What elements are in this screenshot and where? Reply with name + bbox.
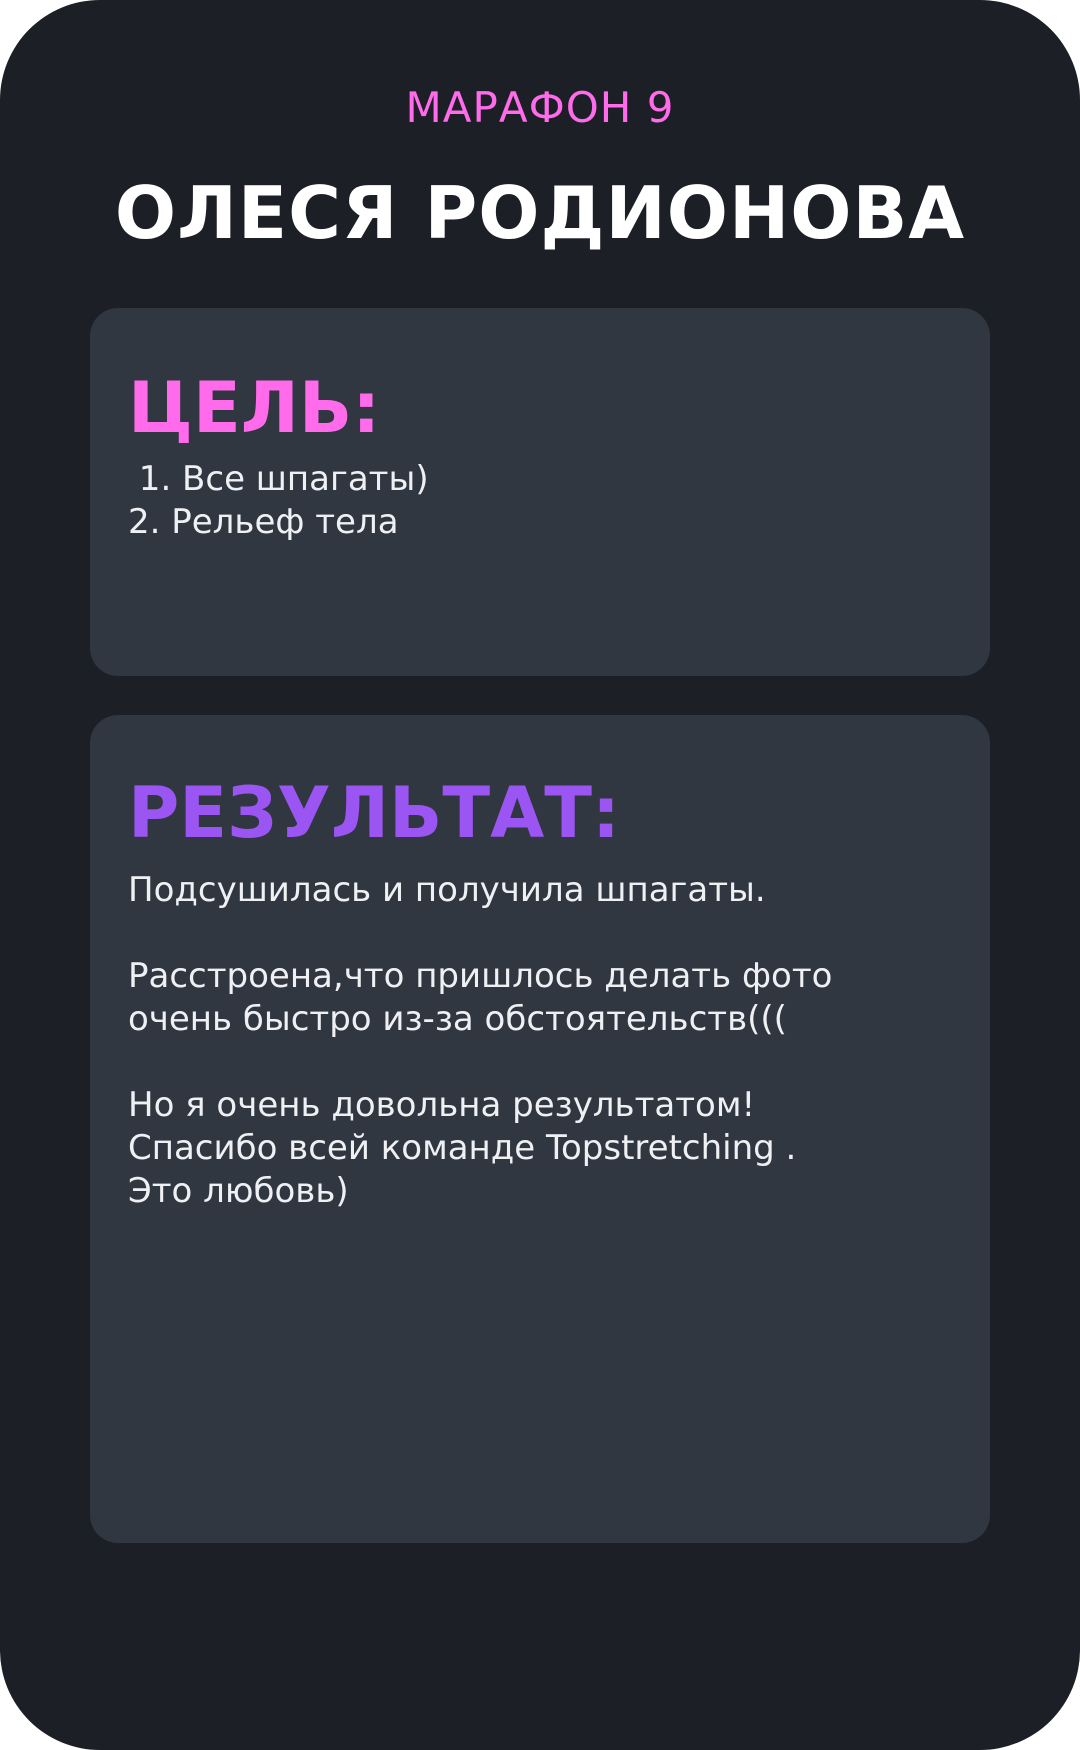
goal-list xyxy=(128,458,429,544)
result-line: Это любовь) xyxy=(128,1171,349,1211)
result-line: Расстроена,что пришлось делать фото xyxy=(128,956,833,996)
marathon-label: МАРАФОН 9 xyxy=(405,83,675,132)
goal-panel xyxy=(90,308,990,676)
result-line-blank xyxy=(128,912,968,955)
goal-item: 2. Рельеф тела xyxy=(128,502,399,542)
result-text xyxy=(128,869,968,1213)
result-line: очень быстро из-за обстоятельств((( xyxy=(128,999,787,1039)
result-line: Спасибо всей команде Topstretching . xyxy=(128,1128,797,1168)
result-line: Но я очень довольна результатом! xyxy=(128,1085,756,1125)
result-line: Подсушилась и получила шпагаты. xyxy=(128,870,766,910)
goal-item: 1. Все шпагаты) xyxy=(128,459,429,499)
goal-heading: ЦЕЛЬ: xyxy=(128,367,381,449)
result-panel xyxy=(90,715,990,1543)
result-line-blank xyxy=(128,1041,968,1084)
participant-name: ОЛЕСЯ РОДИОНОВА xyxy=(114,171,966,255)
result-heading: РЕЗУЛЬТАТ: xyxy=(128,772,620,854)
